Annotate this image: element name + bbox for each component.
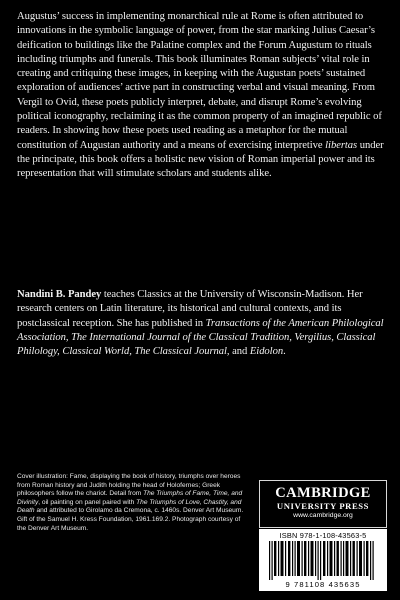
barcode-icon bbox=[265, 541, 381, 580]
credit-title-1: The Triumphs of Fame, Time, and Divinity bbox=[17, 490, 243, 506]
credit-text: Cover illustration: Fame, displaying the book of history, triumphs over heroes from Roman history and Judith holding the head of Holofernes; Greek philosophers follow the chariot. Detail from bbox=[17, 473, 241, 498]
publisher-name: CAMBRIDGE bbox=[275, 485, 371, 501]
credit-text-3: and attributed to Girolamo da Cremona, c. 1460s. Denver Art Museum. Gift of the Samuel H. Kress Foundation, 1961.169.2. Photograph courtesy of the Denver Art Museum. bbox=[17, 507, 244, 532]
publisher-url: www.cambridge.org bbox=[293, 512, 353, 519]
barcode-panel bbox=[259, 529, 387, 591]
book-description bbox=[17, 10, 385, 182]
credit-title-2: The Triumphs of Love, Chastity, and Death bbox=[17, 498, 242, 515]
bio-text-and: and bbox=[229, 346, 250, 358]
author-bio bbox=[17, 288, 385, 359]
bio-text: teaches Classics at the University of Wisconsin-Madison. Her research centers on Latin literature, its historical and cultural contexts, and its postclassical reception. She has published in bbox=[17, 289, 363, 329]
ean-digits: 9 781108 435635 bbox=[285, 580, 361, 589]
author-name: Nandini B. Pandey bbox=[17, 289, 102, 300]
publisher-logo bbox=[259, 480, 387, 528]
bio-journal-last: Eidolon bbox=[249, 346, 284, 358]
cover-illustration-credit bbox=[17, 473, 250, 533]
credit-text-2: , oil painting on panel paired with bbox=[38, 498, 137, 506]
bio-journals: Transactions of the American Philological Association, The International Journal of the Classical Tradition, Vergilius, Classical Philology, Classical World, The Classical Journal, bbox=[17, 317, 384, 358]
description-italic-word: libertas bbox=[325, 139, 358, 151]
bio-text-end: . bbox=[283, 346, 286, 358]
description-text: Augustus’ success in implementing monarchical rule at Rome is often attributed to innovations in the symbolic language of power, from the star marking Julius Caesar’s deification to buildings like the Palatine complex and the Forum Augustum to rituals including triumphs and funerals. This book illuminates Roman subjects’ vital role in creating and critiquing these images, in keeping with the Augustan poets’ sustained exploration of audiences’ active part in constructing verbal and visual meaning. From Vergil to Ovid, these poets publicly interpret, debate, and disrupt Rome’s evolving political iconography, reclaiming it as the common property of an imagined republic of readers. In showing how these poets used reading as a metaphor for the mutual constitution of Augustan authority and a means of exercising interpretive bbox=[17, 11, 382, 151]
isbn-label: ISBN 978-1-108-43563-5 bbox=[279, 531, 367, 540]
description-text-end: under the principate, this book offers a holistic new vision of Roman imperial power and its representation that will stimulate scholars and students alike. bbox=[17, 139, 384, 180]
publisher-press: UNIVERSITY PRESS bbox=[276, 501, 370, 511]
